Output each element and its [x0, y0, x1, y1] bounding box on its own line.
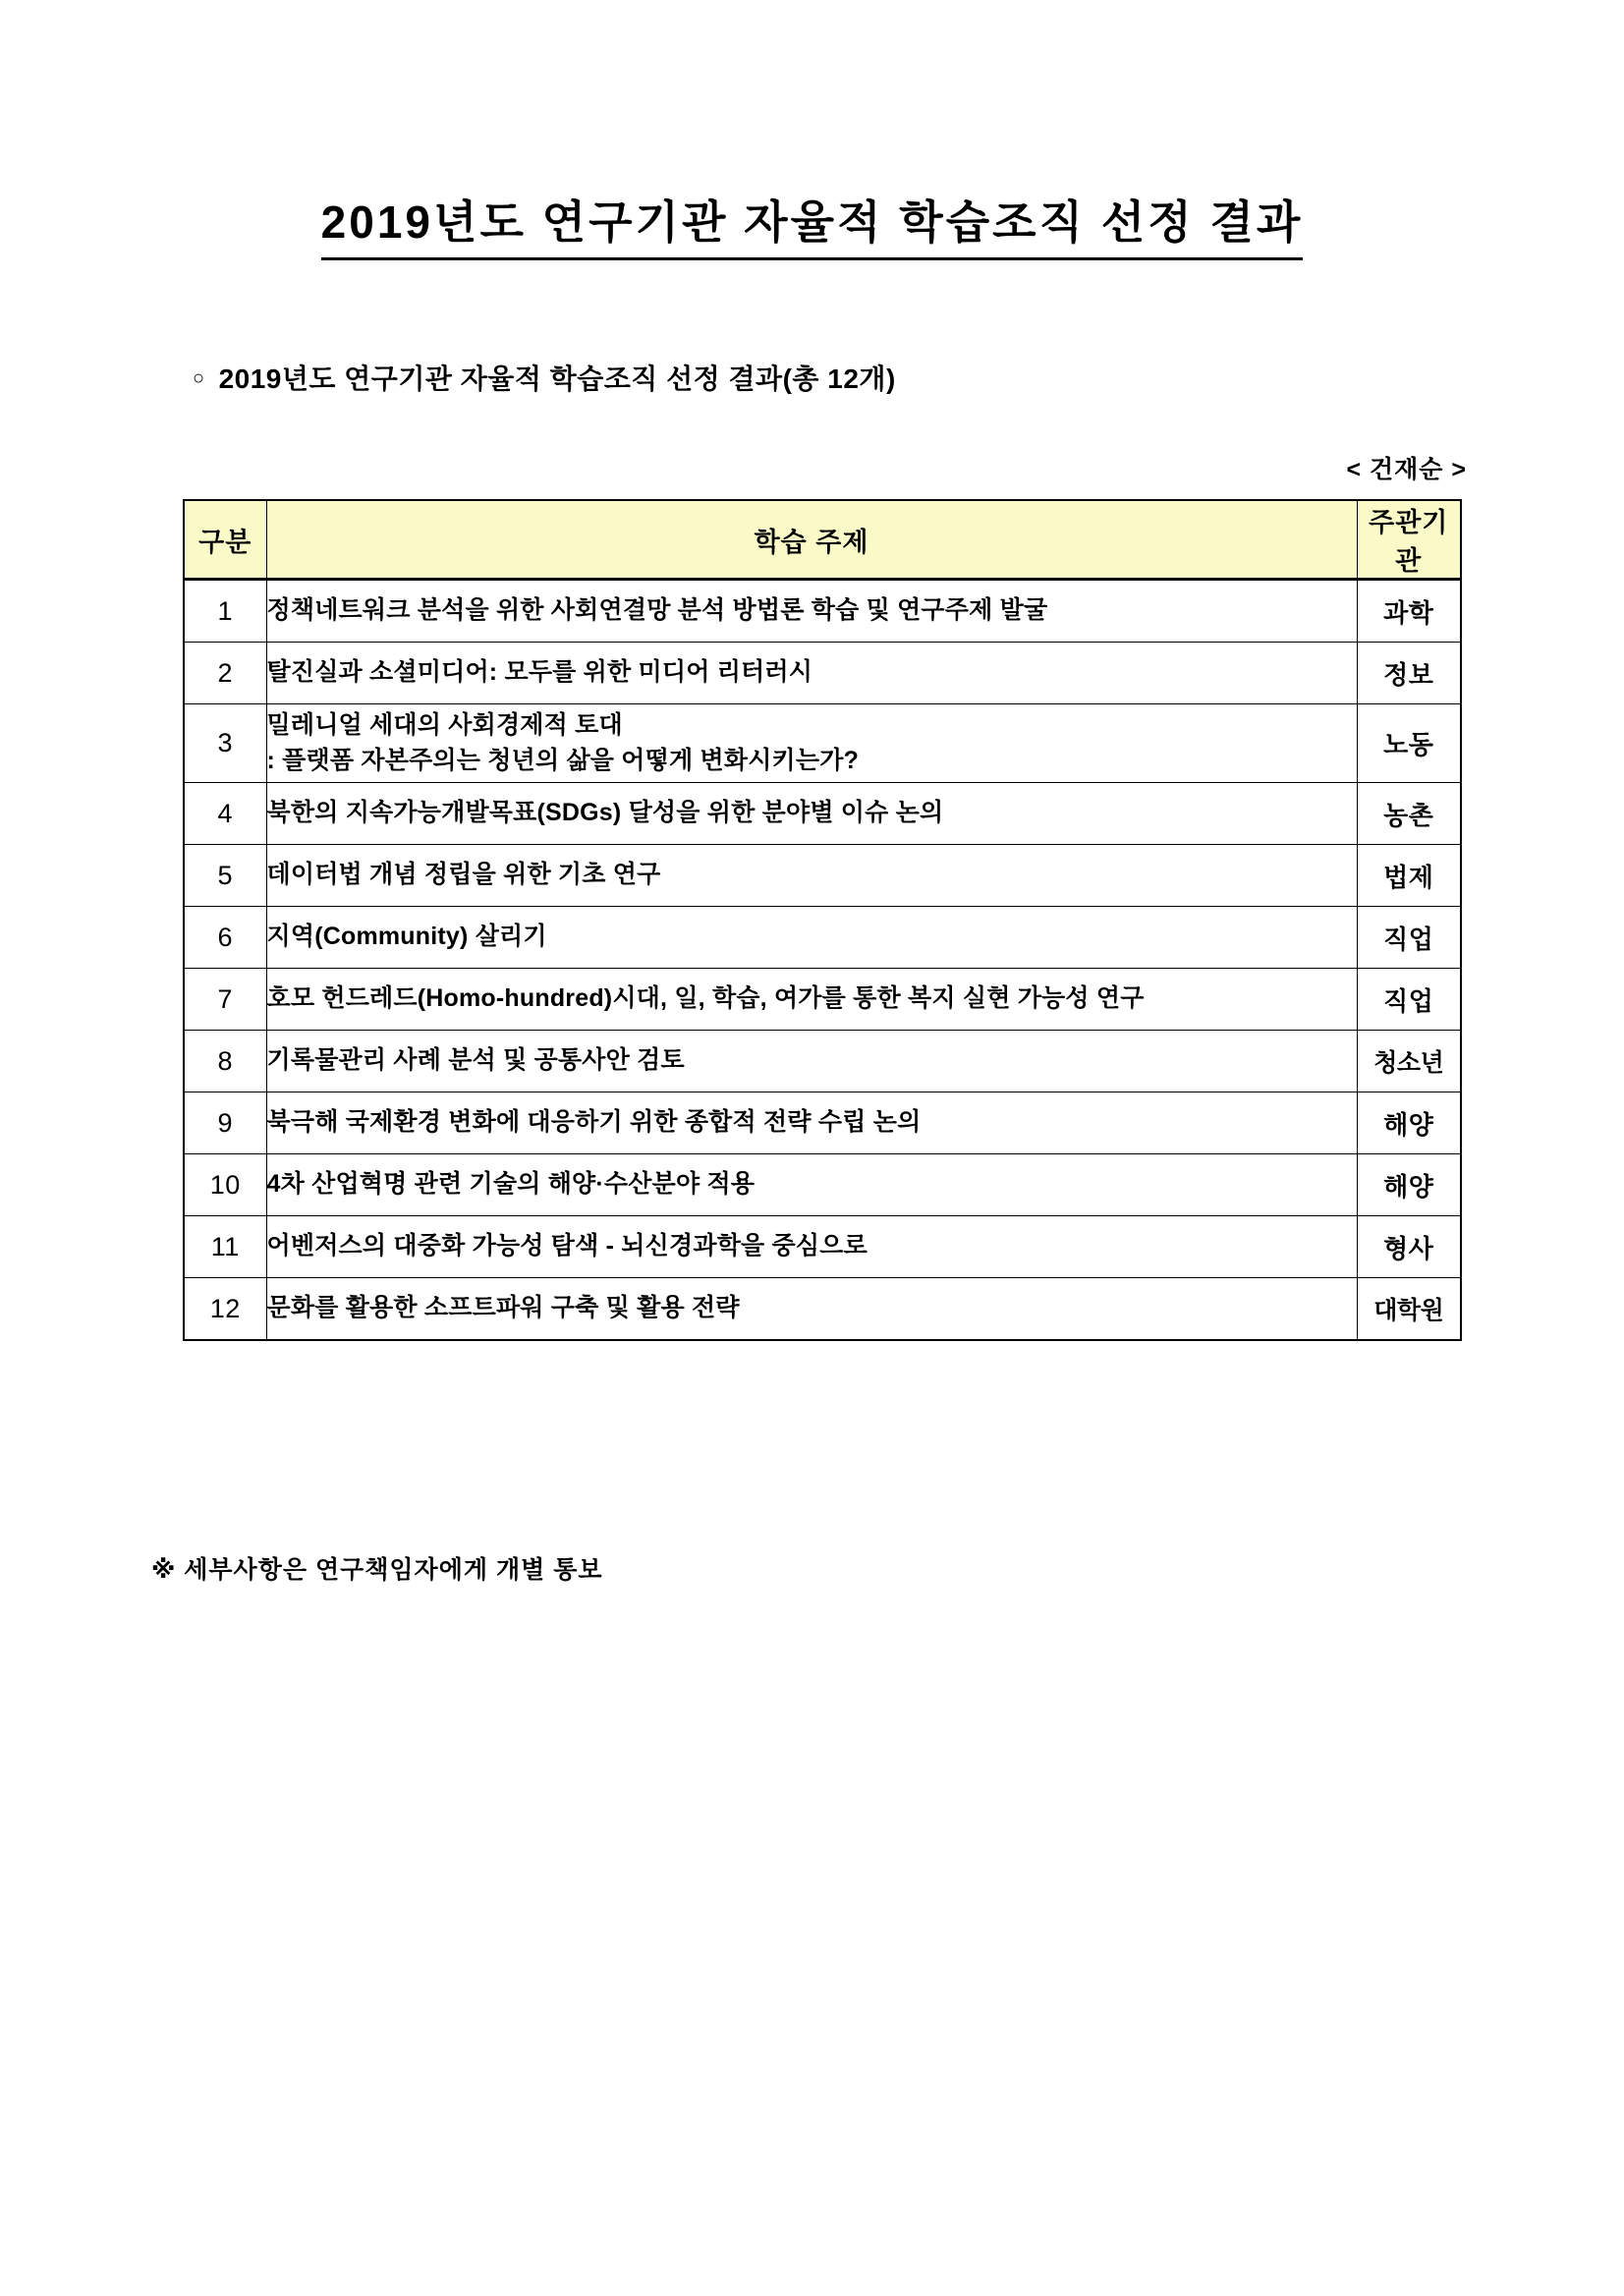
cell-topic	[266, 783, 1357, 845]
cell-org: 노동	[1357, 704, 1461, 783]
cell-no: 10	[184, 1154, 266, 1216]
cell-org: 직업	[1357, 969, 1461, 1031]
table-header-row	[184, 500, 1461, 580]
cell-topic-line1: 4차 산업혁명 관련 기술의 해양·수산분야 적용	[266, 1170, 756, 1199]
cell-topic-line1: 지역(Community) 살리기	[266, 923, 547, 951]
cell-topic-line1: 기록물관리 사례 분석 및 공통사안 검토	[266, 1046, 685, 1075]
footnote: ※ 세부사항은 연구책임자에게 개별 통보	[151, 1556, 603, 1584]
cell-topic	[266, 704, 1357, 783]
cell-topic	[266, 1031, 1357, 1092]
cell-topic-line1: 정책네트워크 분석을 위한 사회연결망 분석 방법론 학습 및 연구주제 발굴	[266, 596, 1048, 625]
table-row	[184, 580, 1461, 643]
cell-org: 대학원	[1357, 1278, 1461, 1341]
table-row	[184, 783, 1461, 845]
order-note: < 건재순 >	[1346, 456, 1467, 483]
cell-topic-line1: 문화를 활용한 소프트파워 구축 및 활용 전략	[266, 1294, 740, 1322]
cell-no: 2	[184, 643, 266, 704]
page-title	[0, 196, 1624, 260]
subtitle-text: 2019년도 연구기관 자율적 학습조직 선정 결과(총 12개)	[218, 364, 896, 394]
result-table-wrapper	[183, 499, 1460, 1341]
cell-no: 7	[184, 969, 266, 1031]
table-row	[184, 643, 1461, 704]
cell-topic-line1: 밀레니얼 세대의 사회경제적 토대	[266, 711, 623, 739]
cell-topic-line1: 북극해 국제환경 변화에 대응하기 위한 종합적 전략 수립 논의	[266, 1108, 922, 1137]
page-title-text: 2019년도 연구기관 자율적 학습조직 선정 결과	[321, 196, 1304, 260]
table-row	[184, 845, 1461, 907]
cell-org: 정보	[1357, 643, 1461, 704]
cell-topic	[266, 1278, 1357, 1341]
cell-topic	[266, 907, 1357, 969]
cell-org: 형사	[1357, 1216, 1461, 1278]
cell-topic-line1: 어벤저스의 대중화 가능성 탐색 - 뇌신경과학을 중심으로	[266, 1232, 868, 1260]
cell-topic-line1: 호모 헌드레드(Homo-hundred)시대, 일, 학습, 여가를 통한 복지 실현 가능성 연구	[266, 984, 1145, 1013]
cell-topic	[266, 1216, 1357, 1278]
cell-topic	[266, 845, 1357, 907]
result-table	[183, 499, 1462, 1341]
cell-topic	[266, 1092, 1357, 1154]
cell-topic-line1: 탈진실과 소셜미디어: 모두를 위한 미디어 리터러시	[266, 658, 813, 687]
cell-topic-line1: 북한의 지속가능개발목표(SDGs) 달성을 위한 분야별 이슈 논의	[266, 799, 944, 827]
column-header-org: 주관기관	[1357, 500, 1461, 580]
cell-no: 4	[184, 783, 266, 845]
cell-org: 농촌	[1357, 783, 1461, 845]
table-row	[184, 1031, 1461, 1092]
cell-org: 해양	[1357, 1092, 1461, 1154]
table-row	[184, 704, 1461, 783]
cell-no: 9	[184, 1092, 266, 1154]
table-body	[184, 580, 1461, 1341]
table-row	[184, 1216, 1461, 1278]
cell-topic-line2: : 플랫폼 자본주의는 청년의 삶을 어떻게 변화시키는가?	[266, 746, 860, 774]
table-row	[184, 907, 1461, 969]
cell-org: 직업	[1357, 907, 1461, 969]
cell-topic	[266, 643, 1357, 704]
circle-bullet-icon: ○	[193, 367, 205, 389]
cell-no: 3	[184, 704, 266, 783]
table-header	[184, 500, 1461, 580]
column-header-topic: 학습 주제	[266, 500, 1357, 580]
cell-topic	[266, 969, 1357, 1031]
table-row	[184, 1092, 1461, 1154]
cell-no: 11	[184, 1216, 266, 1278]
cell-no: 1	[184, 580, 266, 643]
cell-topic	[266, 1154, 1357, 1216]
cell-org: 법제	[1357, 845, 1461, 907]
cell-topic-line1: 데이터법 개념 정립을 위한 기초 연구	[266, 861, 661, 889]
subtitle-line	[193, 358, 896, 397]
table-row	[184, 1278, 1461, 1341]
cell-org: 해양	[1357, 1154, 1461, 1216]
cell-no: 6	[184, 907, 266, 969]
cell-org: 과학	[1357, 580, 1461, 643]
cell-no: 8	[184, 1031, 266, 1092]
cell-no: 5	[184, 845, 266, 907]
column-header-no: 구분	[184, 500, 266, 580]
table-row	[184, 1154, 1461, 1216]
table-row	[184, 969, 1461, 1031]
cell-topic	[266, 580, 1357, 643]
cell-org: 청소년	[1357, 1031, 1461, 1092]
cell-no: 12	[184, 1278, 266, 1341]
